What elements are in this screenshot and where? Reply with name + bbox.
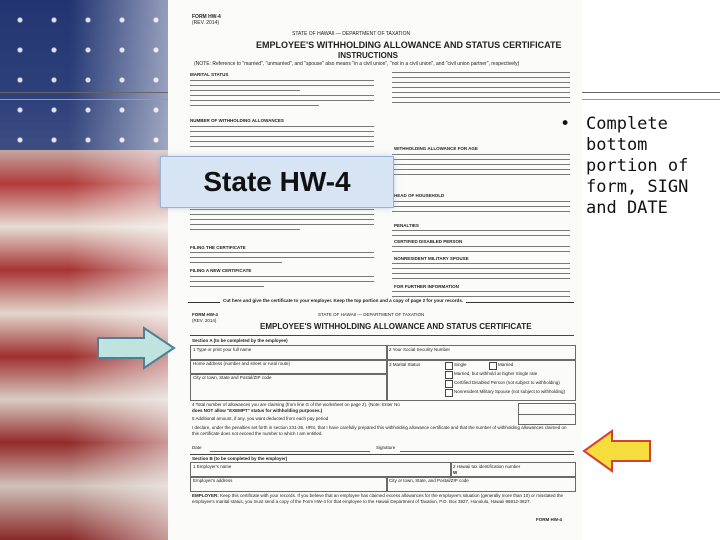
bullet-text: Complete bottom portion of form, SIGN and DATE: [586, 114, 689, 218]
heading-age: WITHHOLDING ALLOWANCE FOR AGE: [394, 146, 478, 151]
instructions-right-top: [392, 72, 570, 107]
form-title: EMPLOYEE'S WITHHOLDING ALLOWANCE AND STATUS CERTIFICATE: [256, 40, 562, 50]
cert-revision: (REV. 2014): [192, 318, 217, 323]
line-4-label: 4 Total number of allowances you are claiming (from line G of the worksheet on page 2). (Note: Enter No: [192, 402, 400, 407]
heading-marital: MARITAL STATUS: [190, 72, 229, 77]
heading-military: NONRESIDENT MILITARY SPOUSE: [394, 256, 469, 261]
instructions-left-3: [190, 204, 374, 234]
form-agency: STATE OF HAWAII — DEPARTMENT OF TAXATION: [292, 31, 411, 37]
hawaii-tax-id-field[interactable]: 2 Hawaii tax identification number W: [450, 462, 576, 478]
single-checkbox[interactable]: [445, 362, 453, 370]
heading-hoh: HEAD OF HOUSEHOLD: [394, 193, 445, 198]
arrow-right-icon: [96, 326, 176, 370]
form-note: (NOTE: Reference to "married", "unmarried", and "spouse" also means "in a civil union", "not in a civil union", and "civil union partner", respectively): [194, 61, 520, 67]
home-address-field[interactable]: Home address (number and street or rural route): [190, 359, 388, 375]
arrow-left-icon: [582, 429, 652, 473]
additional-amount-field[interactable]: [518, 414, 576, 425]
line-4-note: does NOT allow "EXEMPT" status for withholding purposes.): [192, 408, 323, 413]
instructions-right-2: [392, 201, 570, 216]
employer-address-field[interactable]: Employer's address: [190, 476, 388, 492]
form-subtitle: INSTRUCTIONS: [338, 51, 398, 60]
heading-new-cert: FILING A NEW CERTIFICATE: [190, 268, 252, 273]
signature-input-line[interactable]: [400, 451, 574, 452]
instructions-right-1: [392, 154, 570, 179]
marital-status-group: 3 Marital Status Single Married Married, but withhold at higher Single rate Certified Disabled Person (not subject to withholding) Nonresident Military Spouse (not subject to withholding): [386, 359, 576, 401]
employer-city-field[interactable]: City or town, State, and Postal/ZIP code: [386, 476, 576, 492]
heading-filing: FILING THE CERTIFICATE: [190, 245, 246, 250]
instructions-left-1: [190, 80, 374, 110]
cert-title: EMPLOYEE'S WITHHOLDING ALLOWANCE AND STATUS CERTIFICATE: [260, 322, 532, 331]
instructions-left-5: [190, 276, 374, 291]
declaration-text: I declare, under the penalties set forth in section 231-36, HRS, that I have carefully prepared this withholding allowance certificate and that the number of withholding allowances claimed on this certificate does not exceed the number to which I am entitled.: [192, 425, 567, 436]
heading-info: FOR FURTHER INFORMATION: [394, 284, 459, 289]
signature-label: Signature: [376, 445, 396, 450]
married-higher-rate-checkbox[interactable]: [445, 371, 453, 379]
heading-allowances: NUMBER OF WITHHOLDING ALLOWANCES: [190, 118, 284, 123]
military-spouse-checkbox[interactable]: [445, 389, 453, 397]
city-state-zip-field[interactable]: City or town, State and Postal/ZIP code: [190, 373, 388, 401]
cert-agency: STATE OF HAWAII — DEPARTMENT OF TAXATION: [318, 312, 425, 317]
flag-background: [0, 0, 175, 540]
full-name-field[interactable]: 1 Type or print your full name: [190, 345, 388, 361]
employer-name-field[interactable]: 1 Employer's name: [190, 462, 452, 478]
form-document: [168, 0, 582, 540]
form-id: FORM HW-4: [192, 14, 221, 20]
instructions-right-4: [392, 246, 570, 256]
instructions-right-5: [392, 263, 570, 283]
state-form-label: State HW-4: [160, 156, 394, 208]
heading-penalties: PENALTIES: [394, 223, 419, 228]
bullet-dot: •: [560, 114, 571, 134]
ssn-field[interactable]: 2 Your Social Security Number: [386, 345, 576, 361]
instructions-left-2: [190, 126, 374, 151]
disabled-person-checkbox[interactable]: [445, 380, 453, 388]
section-a-heading: Section A (to be completed by the employee): [192, 338, 288, 343]
heading-disabled: CERTIFIED DISABLED PERSON: [394, 239, 463, 244]
date-label: Date: [192, 445, 202, 450]
employer-note: EMPLOYER: Keep this certificate with your records. If you believe that an employee has claimed excess allowances for the employee's situation (generally more than 10) or misstated the employee's marital status, you must send a copy of the Form HW-4 for that employee to the Hawaii Department of Taxation, P.O. Box 3827, Honolulu, Hawaii 96812-3827.: [192, 493, 564, 504]
cut-line-text: Cut here and give the certificate to your employer. Keep the top portion and a copy of page 2 for your records.: [220, 298, 466, 303]
instructions-left-4: [190, 252, 374, 267]
form-revision: (REV. 2014): [192, 20, 220, 26]
date-input-line[interactable]: [210, 451, 370, 452]
cert-form-id: FORM HW-4: [192, 312, 218, 317]
form-footer: FORM HW-4: [536, 517, 562, 522]
line-5-label: 5 Additional amount, if any, you want deducted from each pay period: [192, 416, 329, 421]
section-b-heading: Section B (to be completed by the employer): [192, 456, 288, 461]
married-checkbox[interactable]: [489, 362, 497, 370]
